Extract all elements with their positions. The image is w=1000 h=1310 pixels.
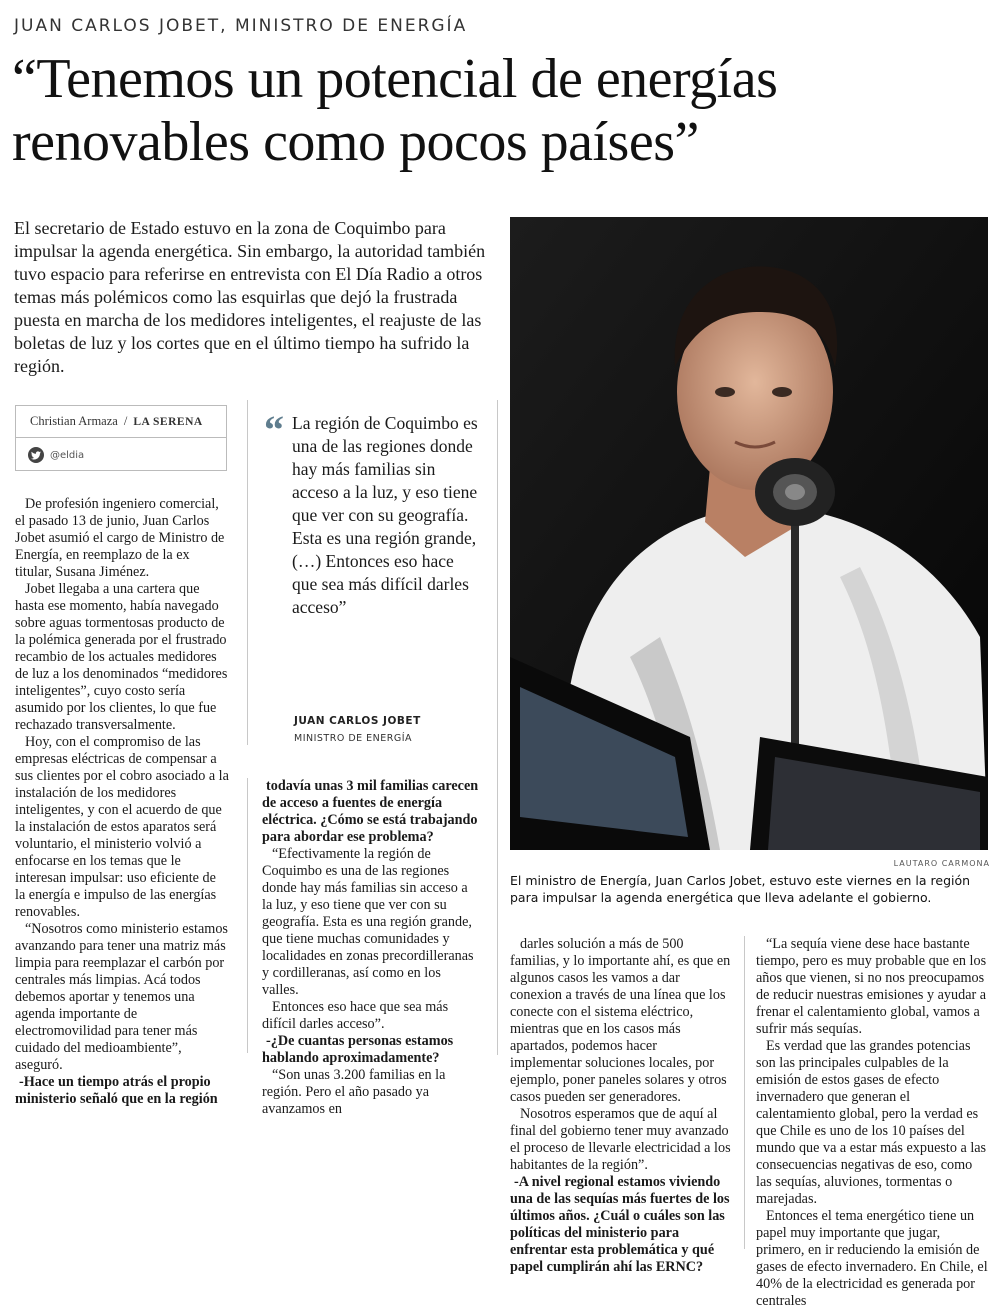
body-paragraph: Jobet llegaba a una cartera que hasta ese momento, había navegado sobre aguas tormentosas producto de la polémica generada por el frustrado recambio de los actuales medidores de luz a los denominados “medidores inteligentes”, cuyo costo sería asumido por los clientes, lo que fue rechazado transversalmente.	[15, 581, 228, 733]
body-column-1	[15, 496, 229, 1108]
body-paragraph: Hoy, con el compromiso de las empresas eléctricas de compensar a sus clientes por el cobro asociado a la instalación de los medidores inteligentes, y con el acuerdo de que la instalación de estos aparatos será voluntario, el ministerio volvió a enfocarse en los temas que le interesan impulsar: uso eficiente de la energía e impulso de las energías renovables.	[15, 734, 229, 920]
body-paragraph: “Nosotros como ministerio estamos avanzando para tener una matriz más limpia para reemplazar el carbón por centrales más limpias. Acá todos debemos aportar y tenemos una agenda importante de electromovilidad para tener más cuidado del medioambiente”, aseguró.	[15, 921, 228, 1073]
pullquote-text: La región de Coquimbo es una de las regiones donde hay más familias sin acceso a la luz, y eso tiene que ver con su geografía. Esta es una región grande, (…) Entonces eso hace que sea más difícil darles acceso”	[292, 413, 478, 617]
body-paragraph: “La sequía viene dese hace bastante tiempo, pero es muy probable que en los años que vienen, si no nos preocupamos de reducir nuestras emisiones y ayudar a frenar el calentamiento global, vamos a sufrir más sequías.	[756, 936, 987, 1037]
column-divider-1	[247, 400, 248, 745]
body-paragraph: Entonces eso hace que sea más difícil darles acceso”.	[262, 999, 449, 1032]
byline-box	[15, 405, 227, 471]
pullquote-name: JUAN CARLOS JOBET	[294, 715, 421, 727]
article-photo	[510, 217, 988, 850]
body-paragraph: Es verdad que las grandes potencias son las principales culpables de la emisión de estos gases de efecto invernadero que generan el calentamiento global, pero la verdad es que Chile es uno de los 10 países del mundo que va a estar más expuesto a las consecuencias negativas de eso, como las sequías, aluviones, tormentas o marejadas.	[756, 1038, 987, 1207]
headline-line-2: renovables como pocos países”	[12, 111, 699, 173]
body-column-4	[756, 936, 988, 1310]
interview-question: -Hace un tiempo atrás el propio ministerio señaló que en la región	[15, 1074, 218, 1107]
body-paragraph: darles solución a más de 500 familias, y lo importante ahí, es que en algunos casos les vamos a dar conexion a través de una línea que los conecte con el sistema eléctrico, mientras que en los casos más apartados, podemos hacer implementar soluciones locales, por ejemplo, poner paneles solares y otros casos pueden ser generadores.	[510, 936, 731, 1105]
body-paragraph: Entonces el tema energético tiene un papel muy importante que jugar, primero, en ir reduciendo la emisión de gases de efecto invernadero. En Chile, el 40% de la electricidad es generada por centrales	[756, 1208, 988, 1309]
body-paragraph: Nosotros esperamos que de aquí al final del gobierno tener muy avanzado el proceso de llevarle electricidad a los habitantes de la región”.	[510, 1106, 731, 1173]
byline-social-row	[16, 438, 226, 472]
pullquote-title: MINISTRO DE ENERGÍA	[294, 733, 413, 744]
twitter-handle[interactable]: @eldia	[50, 449, 85, 461]
twitter-icon[interactable]	[28, 447, 44, 463]
byline-location: LA SERENA	[133, 415, 203, 428]
body-column-3	[510, 936, 732, 1276]
column-divider-4	[744, 936, 745, 1249]
body-paragraph: De profesión ingeniero comercial, el pasado 13 de junio, Juan Carlos Jobet asumió el cargo de Ministro de Energía, en reemplazo de la ex titular, Susana Jiménez.	[15, 496, 225, 580]
column-divider-3	[497, 400, 498, 1055]
interview-question: -¿De cuantas personas estamos hablando aproximadamente?	[262, 1033, 454, 1066]
interview-question: -A nivel regional estamos viviendo una de las sequías más fuertes de los últimos años. ¿Cuál o cuáles son las políticas del ministerio para enfrentar esta problemática y qué papel cumplirán ahí las ERNC?	[510, 1174, 730, 1275]
kicker: JUAN CARLOS JOBET, MINISTRO DE ENERGÍA	[14, 16, 468, 36]
photo-credit: LAUTARO CARMONA	[893, 859, 990, 868]
byline-author-row	[16, 406, 226, 438]
byline-author: Christian Armaza	[30, 414, 118, 428]
pullquote-mark: “	[264, 407, 284, 452]
body-paragraph: “Efectivamente la región de Coquimbo es una de las regiones donde hay más familias sin acceso a la luz, y eso tiene que ver con su geografía. Esta es una región grande, que tiene muchas comunidades y localidades en zonas precordilleranas y cordilleranas, así como en los valles.	[262, 846, 474, 998]
byline-separator: /	[123, 414, 128, 428]
headline	[12, 48, 997, 174]
photo-illustration	[510, 217, 988, 850]
headline-line-1: “Tenemos un potencial de energías	[12, 48, 778, 110]
lede	[14, 217, 496, 378]
body-column-2	[262, 778, 480, 1118]
interview-question: todavía unas 3 mil familias carecen de acceso a fuentes de energía eléctrica. ¿Cómo se está trabajando para abordar ese problema?	[262, 778, 479, 845]
body-paragraph: “Son unas 3.200 familias en la región. Pero el año pasado ya avanzamos en	[262, 1067, 446, 1117]
column-divider-2	[247, 778, 248, 1053]
lede-text: El secretario de Estado estuvo en la zona de Coquimbo para impulsar la agenda energética. Sin embargo, la autoridad también tuvo espacio para referirse en entrevista con El Día Radio a otros temas más polémicos como las esquirlas que dejó la frustrada puesta en marcha de los medidores inteligentes, el reajuste de las boletas de luz y los cortes que en el último tiempo ha sufrido la región.	[14, 218, 486, 376]
photo-caption: El ministro de Energía, Juan Carlos Jobet, estuvo este viernes en la región para impulsar la agenda energética que lleva adelante el gobierno.	[510, 873, 971, 905]
